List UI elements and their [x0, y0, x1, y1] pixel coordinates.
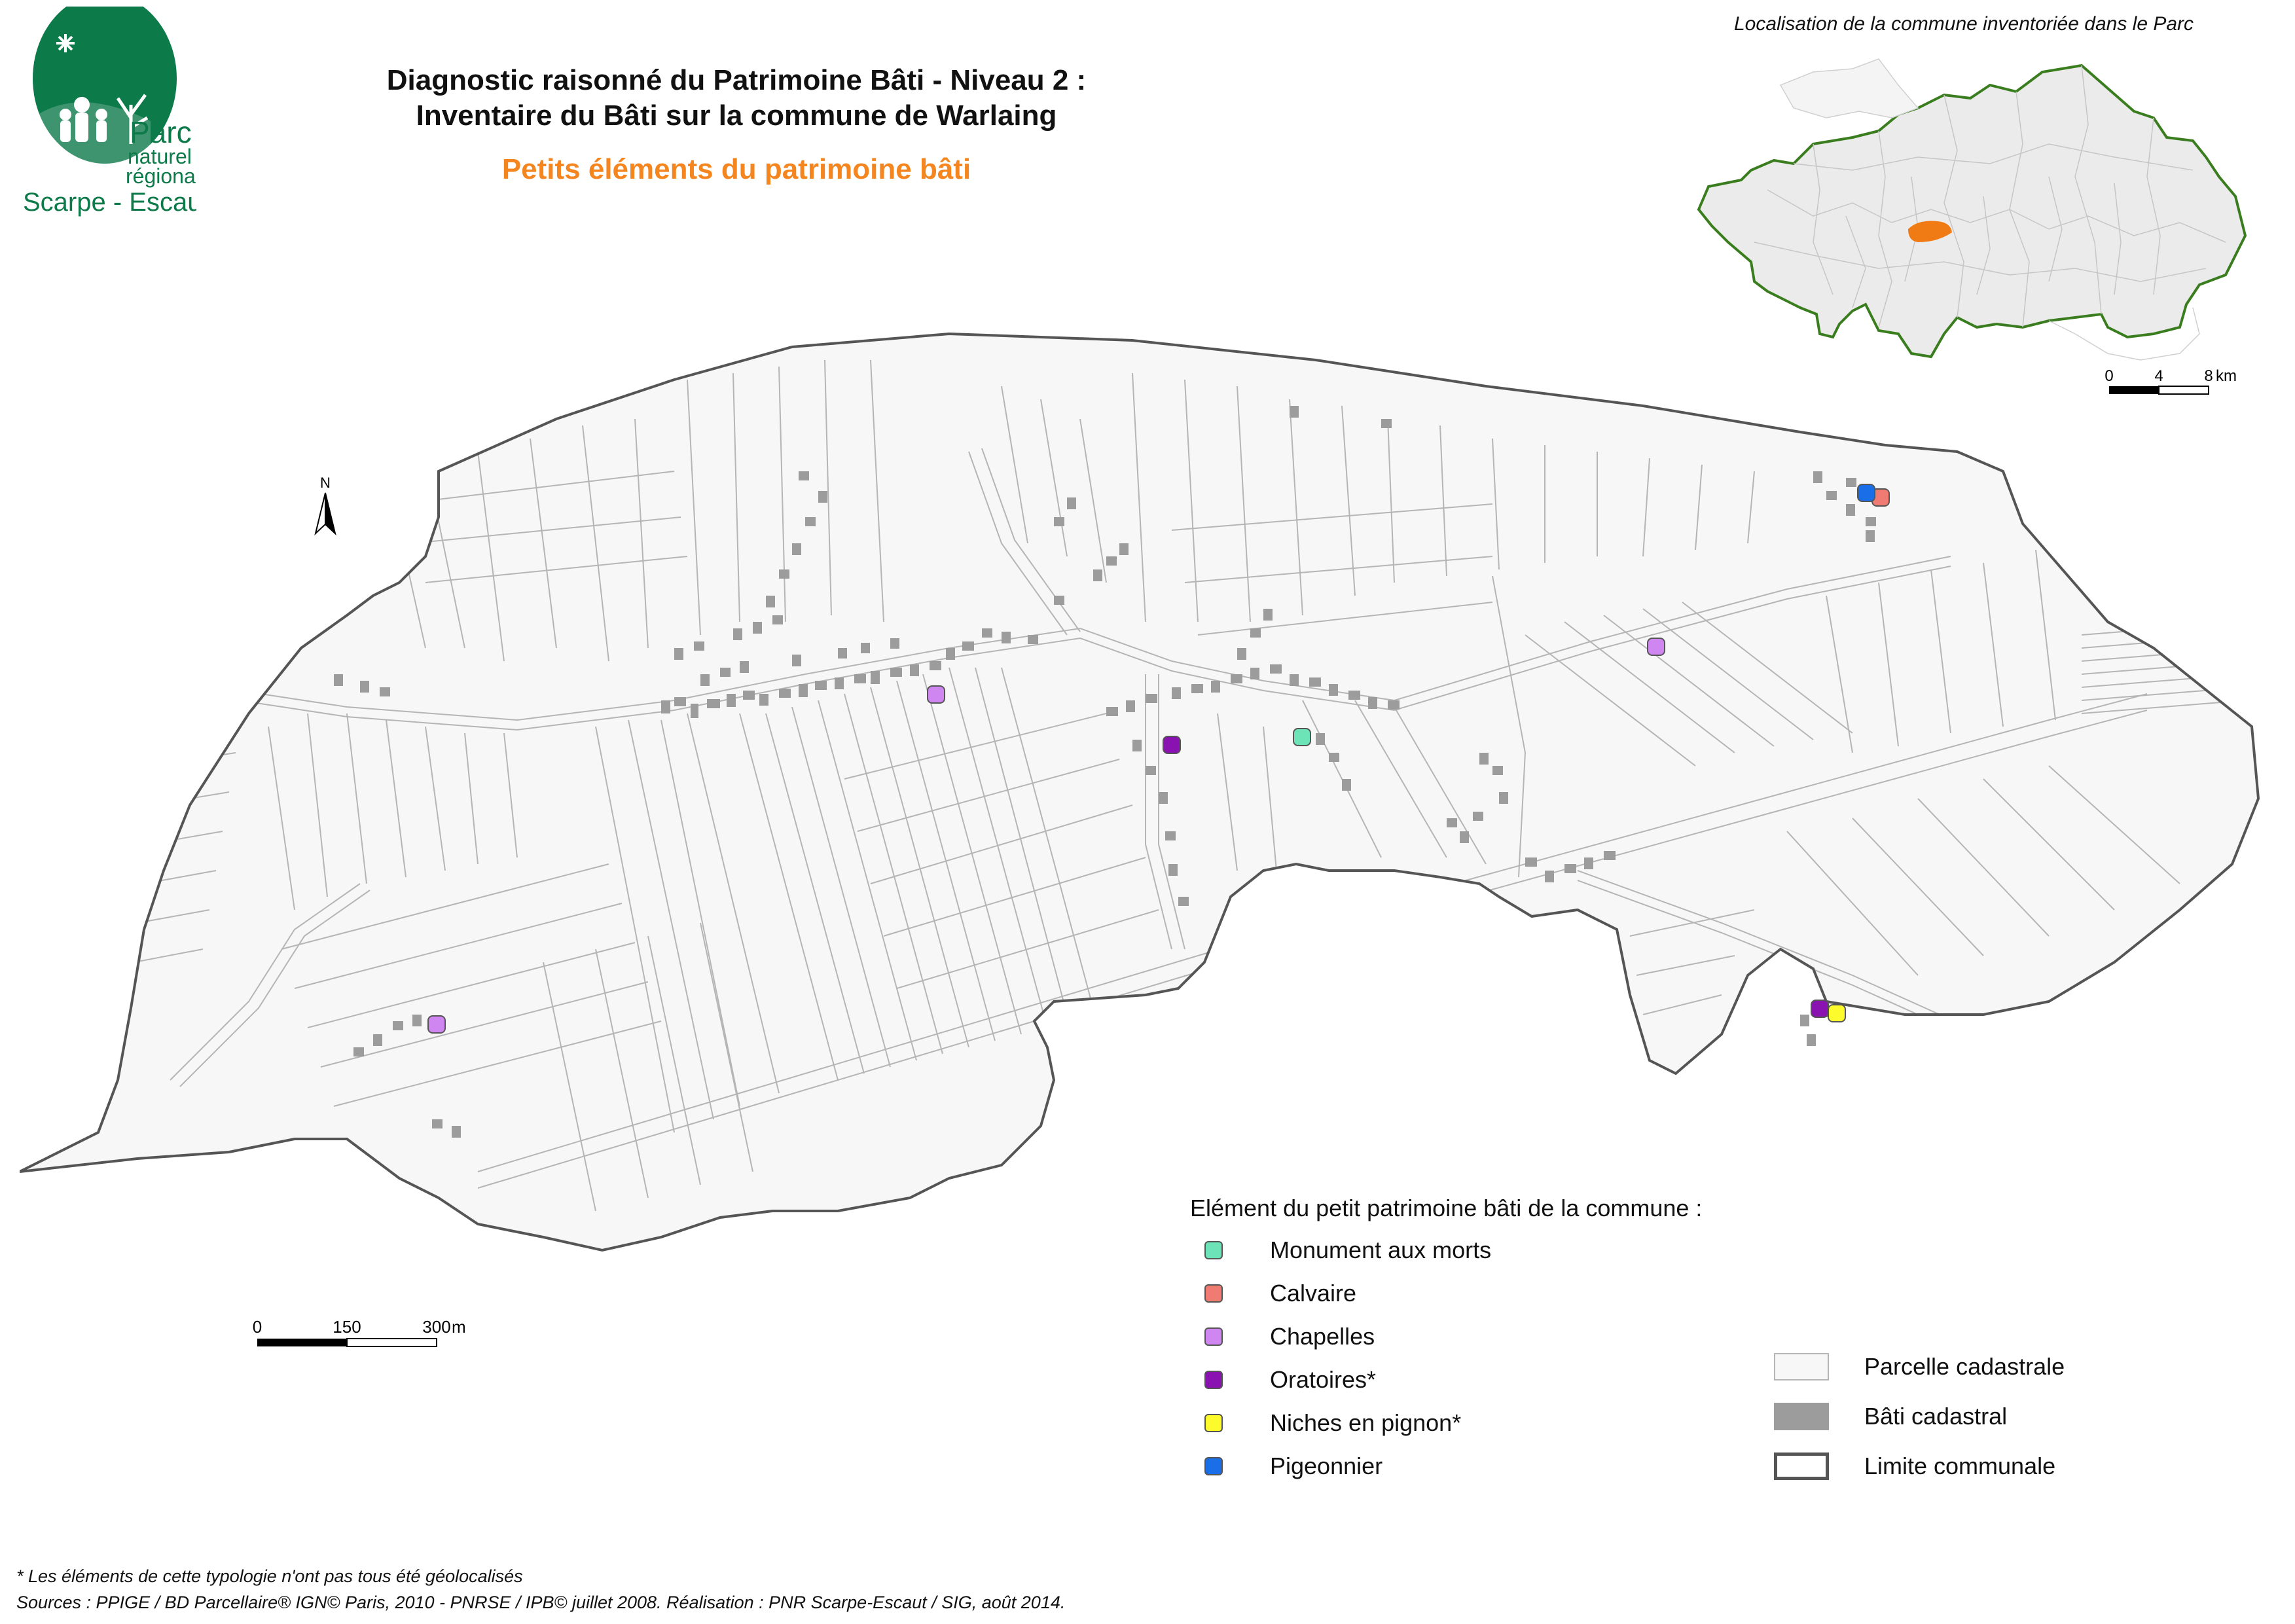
- legend-layer-limite: [1774, 1447, 2055, 1486]
- map-title-line1: Diagnostic raisonné du Patrimoine Bâti - Niveau 2 :: [386, 64, 1087, 96]
- main-scale-label-150: 150: [333, 1317, 361, 1337]
- park-logo: [20, 7, 196, 223]
- sun-icon: [56, 34, 75, 52]
- marker-chapelle: [428, 1016, 445, 1033]
- main-scale-label-300: 300: [422, 1317, 451, 1337]
- footnote: * Les éléments de cette typologie n'ont pas tous été géolocalisés: [16, 1566, 523, 1586]
- logo-text-naturel: naturel: [128, 145, 192, 168]
- marker-chapelle: [1648, 638, 1665, 655]
- legend-item-monument-aux-morts: [1204, 1232, 1491, 1269]
- map-title-line2: Inventaire du Bâti sur la commune de Warlaing: [416, 99, 1057, 132]
- logo-text-scarpe-escaut: Scarpe - Escaut: [23, 188, 196, 217]
- legend-swatch: [1204, 1371, 1223, 1389]
- inset-scale-label-4: 4: [2154, 367, 2163, 385]
- legend-label: Pigeonnier: [1270, 1453, 1383, 1479]
- marker-chapelle: [928, 686, 945, 703]
- sources-credit: Sources : PPIGE / BD Parcellaire® IGN© Paris, 2010 - PNRSE / IPB© juillet 2008. Réalisation : PNR Scarpe-Escaut / SIG, août 2014.: [16, 1593, 1066, 1612]
- inset-scale-label-8: 8: [2204, 367, 2213, 385]
- legend-label: Oratoires*: [1270, 1366, 1377, 1393]
- legend-label: Monument aux morts: [1270, 1236, 1492, 1263]
- legend-title: Elément du petit patrimoine bâti de la commune :: [1190, 1195, 1703, 1221]
- legend-label: Chapelles: [1270, 1323, 1375, 1350]
- legend-swatch: [1204, 1284, 1223, 1303]
- inset-map-caption: Localisation de la commune inventoriée dans le Parc: [1733, 13, 2194, 35]
- legend-swatch: [1204, 1327, 1223, 1346]
- north-label: N: [320, 475, 331, 491]
- legend-swatch: [1204, 1457, 1223, 1475]
- marker-niche-en-pignon: [1828, 1005, 1845, 1022]
- main-scale-bar: [252, 1316, 488, 1355]
- legend-label: Calvaire: [1270, 1280, 1357, 1307]
- main-scale-unit: m: [452, 1317, 466, 1337]
- legend-item-calvaire: [1204, 1275, 1356, 1312]
- legend-layer-swatch: [1774, 1403, 1829, 1430]
- main-scale-label-0: 0: [252, 1317, 262, 1337]
- marker-pigeonnier: [1858, 484, 1875, 501]
- legend-layer-label: Bâti cadastral: [1864, 1403, 2008, 1430]
- marker-oratoire: [1163, 736, 1180, 753]
- map-subtitle: Petits éléments du patrimoine bâti: [501, 153, 971, 185]
- logo-text-regional: régional: [126, 164, 196, 188]
- legend-label: Niches en pignon*: [1270, 1409, 1462, 1436]
- legend-item-pigeonnier: [1204, 1448, 1382, 1485]
- north-arrow: [308, 475, 347, 540]
- legend-layer-bati: [1774, 1397, 2007, 1436]
- marker-oratoire: [1811, 1000, 1828, 1017]
- legend-layer-label: Limite communale: [1864, 1453, 2056, 1479]
- commune-map: [20, 308, 2285, 1355]
- legend-swatch: [1204, 1414, 1223, 1432]
- legend-item-oratoires: [1204, 1362, 1376, 1398]
- legend-swatch: [1204, 1241, 1223, 1259]
- legend-layer-swatch: [1774, 1353, 1829, 1380]
- marker-monument-aux-morts: [1293, 729, 1310, 746]
- legend-item-chapelles: [1204, 1318, 1375, 1355]
- logo-text-parc: Parc: [130, 115, 192, 149]
- legend-item-niches-en-pignon: [1204, 1405, 1461, 1441]
- legend-layer-label: Parcelle cadastrale: [1864, 1353, 2065, 1380]
- inset-scale-unit: km: [2216, 367, 2237, 385]
- legend-layer-parcelle: [1774, 1347, 2065, 1386]
- legend-layer-swatch: [1774, 1453, 1829, 1480]
- inset-scale-label-0: 0: [2105, 367, 2114, 385]
